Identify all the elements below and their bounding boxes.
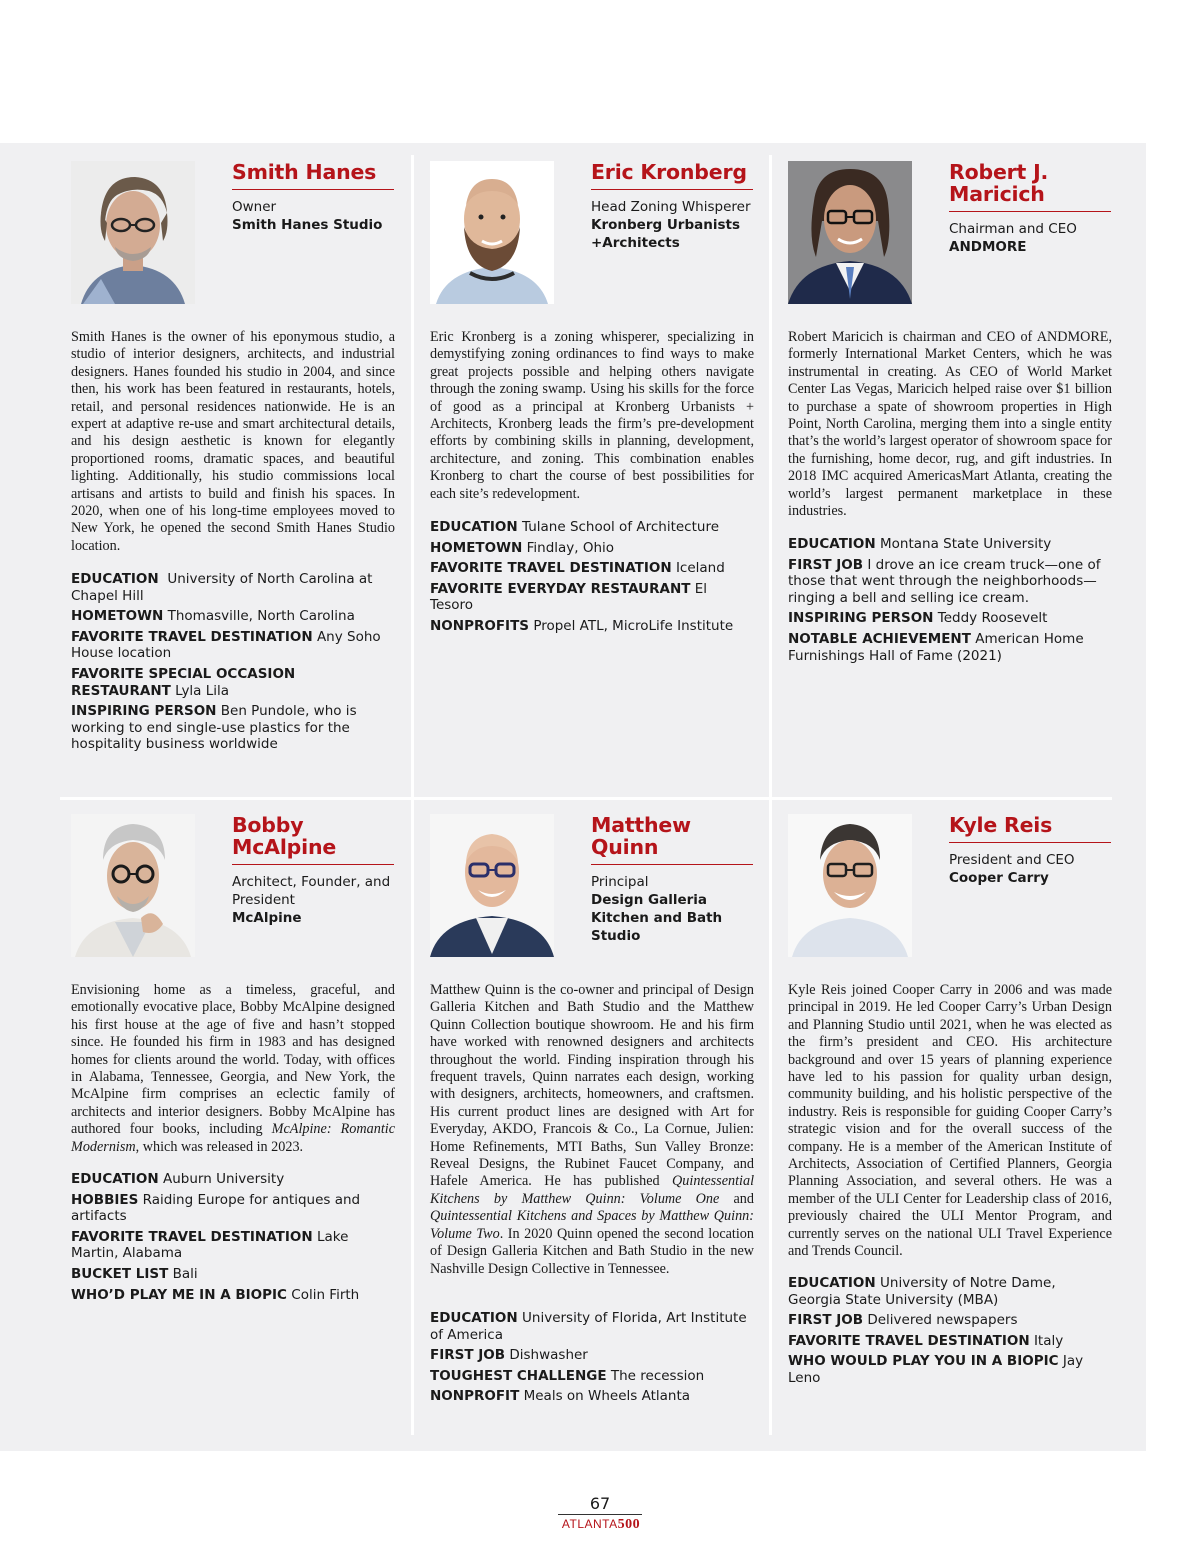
profile-header <box>591 814 753 945</box>
profile-company: Design Galleria Kitchen and Bath Studio <box>591 892 723 944</box>
profile-company: McAlpine <box>232 910 302 926</box>
profile-company: Cooper Carry <box>949 870 1049 886</box>
portrait-photo <box>788 161 912 304</box>
portrait-image <box>430 814 554 957</box>
profile-facts <box>788 536 1112 668</box>
fact-biopic: WHO WOULD PLAY YOU IN A BIOPIC Jay Leno <box>788 1353 1084 1386</box>
profile-name: Kyle Reis <box>949 814 1111 843</box>
portrait-image <box>788 161 912 304</box>
fact-inspiring-person: INSPIRING PERSON Ben Pundole, who is working to end single-use plastics for the hospitality business worldwide <box>71 703 357 753</box>
fact-hometown: HOMETOWN Thomasville, North Carolina <box>71 608 355 625</box>
fact-education: EDUCATION Montana State University <box>788 536 1052 552</box>
profile-facts <box>430 519 754 639</box>
profile-facts <box>788 1275 1112 1391</box>
fact-nonprofit: NONPROFIT Meals on Wheels Atlanta <box>430 1388 691 1405</box>
profile-company: ANDMORE <box>949 239 1027 255</box>
profile-bio: Smith Hanes is the owner of his eponymous studio, a studio of interior designers, architects, and industrial designers. Hanes founded his studio in 2004, and since then, his work has been featured in restaurants, hotels, retail, and personal residences nationwide. He is an expert at adaptive re-use and smart architectural details, and his design aesthetic is known for elegantly proportioned rooms, dramatic spaces, and beautiful lighting. Additionally, his studio commissions local artisans and artists to build and finish his spaces. In 2020, when one of his long-time employees moved to New York, he opened the second Smith Hanes Studio location. <box>71 329 395 554</box>
profile-header <box>232 161 394 234</box>
portrait-image <box>430 161 554 304</box>
fact-notable-achievement: NOTABLE ACHIEVEMENT American Home Furnishings Hall of Fame (2021) <box>788 630 1084 664</box>
row-divider <box>60 797 1112 800</box>
portrait-photo <box>430 161 554 304</box>
profile-header <box>591 161 753 252</box>
brand-word: ATLANTA <box>561 1517 618 1531</box>
portrait-image <box>788 814 912 957</box>
fact-education: EDUCATION University of Florida, Art Institute of America <box>430 1310 747 1343</box>
profile-header <box>949 161 1111 256</box>
column-divider <box>411 155 414 1435</box>
profile-role: Chairman and CEO <box>949 221 1077 237</box>
portrait-image <box>71 814 195 957</box>
profile-name: Robert J. Maricich <box>949 161 1111 212</box>
profile-company: Smith Hanes Studio <box>232 217 383 233</box>
fact-bucket-list: BUCKET LIST Bali <box>71 1265 198 1282</box>
brand-number: 500 <box>617 1517 641 1532</box>
profile-bio: Matthew Quinn is the co-owner and principal of Design Galleria Kitchen and Bath Studio and the Matthew Quinn Collection boutique showroom. He and his firm have worked with renowned designers and architects throughout the world. Finding inspiration through his frequent travels, Quinn narrates each design, working with designers, architects, homeowners, and craftsmen. His current product lines are designed with Art for Everyday, AKDO, Francois & Co., La Cornue, Julien: Home Refinements, MTI Baths, Sun Valley Bronze: Reveal Designs, the Rubinet Faucet Company, and Hafele America. He has published Quintessential Kitchens by Matthew Quinn: Volume One and Quintessential Kitchens and Spaces by Matthew Quinn: Volume Two. In 2020 Quinn opened the second location of Design Galleria Kitchen and Bath Studio in the new Nashville Design Collective in Tennessee. <box>430 982 755 1277</box>
profile-role: Principal <box>591 874 649 890</box>
portrait-photo <box>71 814 195 957</box>
fact-nonprofits: NONPROFITS Propel ATL, MicroLife Institute <box>430 617 734 634</box>
profile-header <box>949 814 1111 887</box>
fact-first-job: FIRST JOB Dishwasher <box>430 1347 588 1364</box>
profile-facts <box>430 1310 754 1409</box>
fact-everyday-restaurant: FAVORITE EVERYDAY RESTAURANT El Tesoro <box>430 580 708 614</box>
fact-toughest-challenge: TOUGHEST CHALLENGE The recession <box>430 1367 705 1384</box>
fact-inspiring-person: INSPIRING PERSON Teddy Roosevelt <box>788 610 1048 627</box>
profile-facts <box>71 571 395 757</box>
profile-company: Kronberg Urbanists +Architects <box>591 217 741 251</box>
profile-role: President and CEO <box>949 852 1075 868</box>
profile-bio: Robert Maricich is chairman and CEO of ANDMORE, formerly International Market Centers, which he was instrumental in creating. As CEO of World Market Center Las Vegas, Maricich helped raise over $1 billion to purchase a spate of showroom properties in High Point, North Carolina, merging them into a single entity that’s the world’s largest operator of showroom space for the furnishing, home decor, rug, and gift industries. In 2018 IMC acquired AmericasMart Atlanta, creating the world’s largest permanent marketplace in these industries. <box>788 329 1112 520</box>
fact-hobbies: HOBBIES Raiding Europe for antiques and artifacts <box>71 1191 361 1225</box>
profile-bio: Kyle Reis joined Cooper Carry in 2006 and was made principal in 2019. He led Cooper Carry’s Urban Design and Planning Studio until 2021, when he was elected as the firm’s president and CEO. His architecture background and over 15 years of planning experience have led to his passion for quality urban design, community building, and his holistic perspective of the industry. Reis is responsible for guiding Cooper Carry’s strategic vision and for the overall success of the company. He is a member of the American Institute of Architects, Association of Certified Planners, Georgia Planning Association, and several others. He was a member of the ULI Center for Leadership class of 2016, previously chaired the ULI Mentor Program, and currently serves on the national ULI Travel Experience and Trends Council. <box>788 982 1112 1260</box>
profile-bio: Eric Kronberg is a zoning whisperer, specializing in demystifying zoning ordinances to find ways to make great projects possible and helping others navigate through the zoning swamp. Using his skills for the force of good as a principal at Kronberg Urbanists + Architects, Kronberg leads the firm’s pre-development efforts by combining skills in planning, development, architecture, and zoning. This combination enables Kronberg to chart the course of best possibilities for each site’s redevelopment. <box>430 329 754 502</box>
footer-rule <box>558 1514 642 1515</box>
fact-education: EDUCATION Auburn University <box>71 1171 285 1187</box>
profile-role: Architect, Founder, and President <box>232 874 391 908</box>
profile-header <box>232 814 394 927</box>
portrait-image <box>71 161 195 304</box>
fact-travel-destination: FAVORITE TRAVEL DESTINATION Lake Martin, Alabama <box>71 1228 349 1262</box>
fact-education: EDUCATION University of Notre Dame, Georgia State University (MBA) <box>788 1275 1056 1308</box>
profile-bio: Envisioning home as a timeless, graceful, and emotionally evocative place, Bobby McAlpine designed his first house at the age of five and hasn’t stopped since. He founded his firm in 1983 and has designed homes for clients around the world. Today, with offices in Alabama, Tennessee, Georgia, and New York, the McAlpine firm comprises an eclectic family of architects and interior designers. Bobby McAlpine has authored four books, including McAlpine: Romantic Modernism, which was released in 2023. <box>71 982 396 1155</box>
portrait-photo <box>788 814 912 957</box>
portrait-photo <box>430 814 554 957</box>
page-number: 67 <box>589 1494 611 1513</box>
fact-travel-destination: FAVORITE TRAVEL DESTINATION Iceland <box>430 560 725 577</box>
profile-role: Head Zoning Whisperer <box>591 199 751 215</box>
profile-name: Smith Hanes <box>232 161 394 190</box>
footer-brand <box>556 1517 646 1533</box>
profile-role: Owner <box>232 199 277 215</box>
fact-first-job: FIRST JOB Delivered newspapers <box>788 1312 1018 1329</box>
column-divider <box>769 155 772 1435</box>
profile-name: Bobby McAlpine <box>232 814 394 865</box>
profile-facts <box>71 1171 395 1307</box>
fact-education: EDUCATION Tulane School of Architecture <box>430 519 720 535</box>
fact-hometown: HOMETOWN Findlay, Ohio <box>430 539 615 556</box>
fact-first-job: FIRST JOB I drove an ice cream truck—one of those that went through the neighborhoods—ringing a bell and selling ice cream. <box>788 556 1101 606</box>
fact-education: EDUCATION University of North Carolina at Chapel Hill <box>71 571 373 604</box>
fact-travel-destination: FAVORITE TRAVEL DESTINATION Italy <box>788 1332 1064 1349</box>
fact-biopic: WHO’D PLAY ME IN A BIOPIC Colin Firth <box>71 1286 360 1303</box>
fact-special-occasion-restaurant: FAVORITE SPECIAL OCCASION RESTAURANT Lyla Lila <box>71 665 296 699</box>
portrait-photo <box>71 161 195 304</box>
profile-name: Eric Kronberg <box>591 161 753 190</box>
profile-name: Matthew Quinn <box>591 814 753 865</box>
fact-travel-destination: FAVORITE TRAVEL DESTINATION Any Soho House location <box>71 628 381 662</box>
